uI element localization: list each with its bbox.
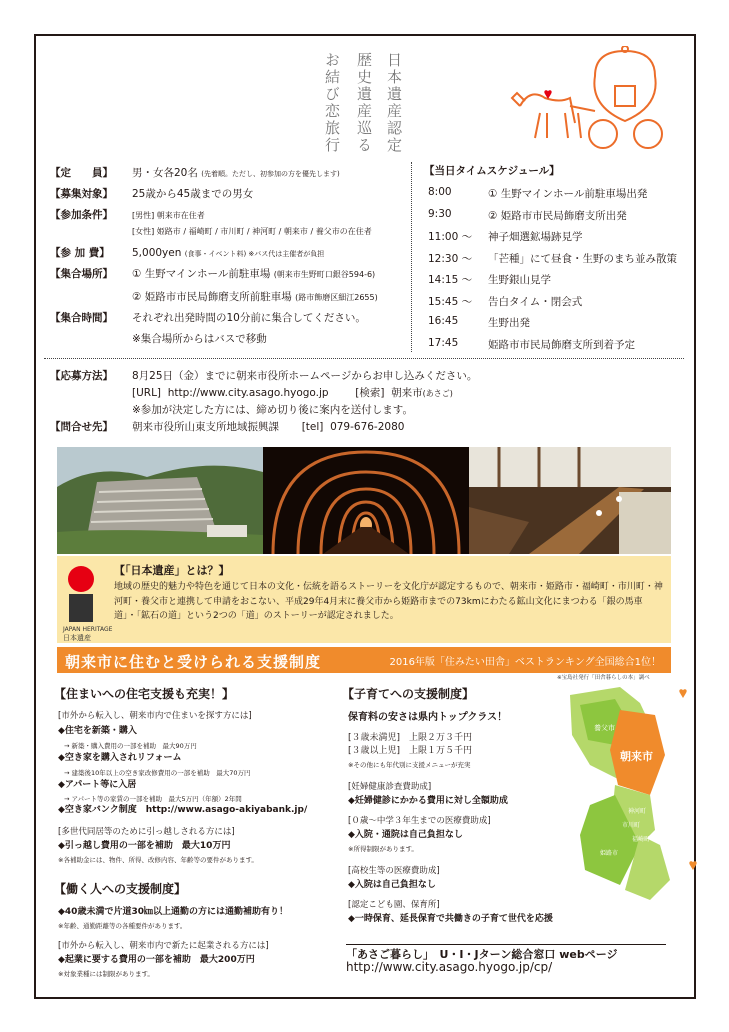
carriage-illustration bbox=[500, 46, 670, 156]
work-item-2-note: ※対象業種には制限があります。 bbox=[58, 970, 154, 978]
place-1-note: (朝来市生野町口銀谷594-6) bbox=[273, 270, 376, 279]
conditions-female: [女性] 姫路市 / 福崎町 / 市川町 / 神河町 / 朝来市 / 養父市の在住者 bbox=[132, 227, 372, 236]
place-label: 【集合場所】 bbox=[50, 268, 113, 280]
target-label: 【募集対象】 bbox=[50, 188, 113, 200]
heritage-box bbox=[57, 556, 671, 643]
photo-mine-ruins bbox=[57, 447, 263, 554]
apply-line3: ※参加が決定した方には、締め切り後に案内を送付します。 bbox=[132, 404, 413, 416]
schedule-time: 15:45 ～ bbox=[428, 295, 473, 308]
housing-lead: [市外から転入し、朝来市内で住まいを探す方には] bbox=[58, 711, 252, 721]
banner-main: 朝来市に住むと受けられる支援制度 bbox=[65, 653, 322, 671]
housing-item-2: ◆空き家を購入されリフォーム bbox=[58, 753, 182, 763]
schedule-text: ② 姫路市市民局飾磨支所出発 bbox=[488, 209, 627, 222]
schedule-title: 【当日タイムスケジュール】 bbox=[424, 165, 560, 177]
child-h2: [０歳～中学３年生までの医療費助成] bbox=[348, 816, 491, 826]
capacity-note: (先着順。ただし、初参加の方を優先します) bbox=[201, 170, 340, 178]
child-h3: [高校生等の医療費助成] bbox=[348, 866, 440, 876]
place-2: ② 姫路市市民局飾磨支所前駐車場 bbox=[132, 291, 292, 303]
child-h2-note: ※所得制限があります。 bbox=[348, 845, 418, 853]
title-col-1: 日本遺産認定 bbox=[385, 52, 403, 154]
map-label-yabu: 養父市 bbox=[594, 724, 615, 732]
contact-value: 朝来市役所山東支所地域振興課 bbox=[132, 421, 279, 433]
fee-note: (食事・イベント料) ※バス代は主催者が負担 bbox=[184, 250, 325, 258]
child-h4-item: ◆一時保育、延長保育で共働きの子育て世代を応援 bbox=[348, 914, 553, 924]
child-fee-2: [３歳以上児] 上限１万５千円 bbox=[348, 746, 473, 756]
work-item-1: ◆40歳未満で片道30㎞以上通勤の方には通勤補助有り！ bbox=[58, 907, 288, 917]
banner-ranking: 2016年版「住みたい田舎」ベストランキング全国総合1位！ bbox=[389, 657, 661, 668]
child-fee-1: [３歳未満児] 上限２万３千円 bbox=[348, 733, 473, 743]
child-lead: 保育料の安さは県内トップクラス！ bbox=[348, 712, 508, 723]
schedule-time: 14:15 ～ bbox=[428, 274, 473, 286]
housing-item-3: ◆アパート等に入居 bbox=[58, 780, 137, 790]
banner-note: ※宝島社発行「田舎暮らしの本」調べ bbox=[557, 675, 650, 681]
support-banner bbox=[57, 647, 671, 673]
housing-item-5-note: ※各補助金には、物件、所得、改修内容、年齢等の要件があります。 bbox=[58, 856, 258, 864]
tel-value: 079-676-2080 bbox=[330, 421, 405, 433]
apply-url-row bbox=[132, 386, 453, 401]
work-item-1-note: ※年齢、通勤距離等の各種要件があります。 bbox=[58, 922, 187, 930]
place-2-row bbox=[132, 290, 378, 305]
schedule-time: 11:00 ～ bbox=[428, 231, 473, 243]
heritage-sun-icon bbox=[68, 566, 94, 592]
work-item-2: ◆起業に要する費用の一部を補助 最大200万円 bbox=[58, 955, 255, 965]
schedule-time: 12:30 ～ bbox=[428, 252, 473, 265]
fee-row bbox=[50, 246, 324, 261]
map-label-fukusaki: 福崎町 bbox=[632, 836, 651, 843]
schedule-text: 告白タイム・閉会式 bbox=[488, 295, 583, 308]
place-row bbox=[50, 267, 375, 282]
footer-url[interactable]: http://www.city.asago.hyogo.jp/cp/ bbox=[346, 960, 553, 974]
divider-1 bbox=[44, 358, 684, 359]
schedule-text: ① 生野マインホール前駐車場出発 bbox=[488, 188, 648, 200]
work-lead: [市外から転入し、朝来市内で新たに起業される方には] bbox=[58, 941, 269, 951]
housing-item-2-note: → 建築後10年以上の空き家改修費用の一部を補助 最大70万円 bbox=[64, 769, 251, 777]
schedule-text: 神子畑選鉱場跡見学 bbox=[488, 231, 583, 243]
conditions-label: 【参加条件】 bbox=[50, 209, 113, 221]
url-label: [URL] bbox=[132, 387, 162, 399]
housing-item-1: ◆住宅を新築・購入 bbox=[58, 726, 137, 736]
schedule-time: 16:45 bbox=[428, 315, 459, 327]
capacity-label: 【定 員】 bbox=[50, 167, 113, 179]
fee-value: 5,000yen bbox=[132, 247, 182, 259]
time-note: ※集合場所からはバスで移動 bbox=[132, 333, 267, 345]
place-2-note: (路市飾磨区細江2655) bbox=[295, 293, 378, 302]
apply-line1: 8月25日（金）までに朝来市役所ホームページからお申し込みください。 bbox=[132, 370, 478, 382]
region-map bbox=[560, 685, 700, 905]
housing-title: 【住まいへの住宅支援も充実！】 bbox=[54, 687, 235, 701]
apply-row bbox=[50, 369, 477, 383]
map-label-asago: 朝来市 bbox=[620, 750, 653, 763]
heritage-title: 【「日本遺産」とは？】 bbox=[114, 564, 230, 577]
housing-item-1-note: → 新築・購入費用の一部を補助 最大90万円 bbox=[64, 742, 197, 750]
photo-mine-tunnel bbox=[263, 447, 469, 554]
child-h1-item: ◆妊婦健診にかかる費用に対し全額助成 bbox=[348, 796, 508, 806]
schedule-text: 生野出発 bbox=[488, 317, 530, 329]
time-row bbox=[50, 311, 366, 325]
place-1: ① 生野マインホール前駐車場 bbox=[132, 268, 271, 280]
housing-lead-2: [多世代同居等のために引っ越しされる方には] bbox=[58, 827, 235, 837]
capacity-value: 男・女各20名 bbox=[132, 167, 198, 179]
apply-url[interactable]: http://www.city.asago.hyogo.jp bbox=[167, 387, 329, 399]
child-h2-item: ◆入院・通院は自己負担なし bbox=[348, 830, 463, 840]
child-fee-note: ※その他にも年代別に支援メニューが充実 bbox=[348, 761, 471, 769]
map-label-kamikawa: 神河町 bbox=[628, 808, 647, 815]
child-h1: [妊婦健康診査費助成] bbox=[348, 782, 432, 792]
title-col-3: お結び恋旅行 bbox=[323, 52, 341, 154]
target-row bbox=[50, 187, 253, 201]
schedule-time: 9:30 bbox=[428, 207, 452, 220]
schedule-time: 8:00 bbox=[428, 186, 452, 198]
heritage-text: 地域の歴史的魅力や特色を通じて日本の文化・伝統を語るストーリーを文化庁が認定するもので、朝来市・姫路市・福崎町・市川町・神河町・養父市と連携して申請をおこない、平成29年4月末に養父市から姫路市までの73kmにわたる鉱山文化にまつわる「銀の馬車道」・「鉱石の道」という2つの「道」のストーリーが認定されました。 bbox=[114, 582, 663, 621]
target-value: 25歳から45歳までの男女 bbox=[132, 188, 254, 200]
contact-row bbox=[50, 420, 404, 434]
tel-label: [tel] bbox=[301, 421, 324, 433]
conditions-male: [男性] 朝来市在住者 bbox=[132, 211, 205, 220]
child-title: 【子育てへの支援制度】 bbox=[342, 687, 475, 701]
housing-item-5: ◆引っ越し費用の一部を補助 最大10万円 bbox=[58, 841, 231, 851]
title-col-2: 歴史遺産巡る bbox=[355, 52, 373, 154]
footer-title: 「あさご暮らし」 U・I・Jターン総合窓口 webページ bbox=[346, 948, 618, 961]
child-h3-item: ◆入院は自己負担なし bbox=[348, 880, 436, 890]
fee-label: 【参 加 費】 bbox=[50, 247, 110, 259]
search-reading: (あさご) bbox=[422, 389, 453, 398]
time-value: それぞれ出発時間の10分前に集合してください。 bbox=[132, 312, 366, 324]
schedule-text: 姫路市市民局飾磨支所到着予定 bbox=[488, 338, 635, 351]
contact-label: 【問合せ先】 bbox=[50, 421, 113, 433]
map-label-ichikawa: 市川町 bbox=[622, 822, 641, 829]
photo-restaurant bbox=[469, 447, 671, 554]
schedule-text: 「芒種」にて昼食・生野のまち並み散策 bbox=[488, 252, 677, 265]
housing-item-3-note: → アパート等の家賃の一部を補助 最大5万円（年額）2年間 bbox=[64, 795, 242, 803]
footer-divider bbox=[346, 944, 666, 945]
search-label: [検索] bbox=[355, 387, 385, 399]
child-h4: [認定こども園、保育所] bbox=[348, 900, 440, 910]
apply-label: 【応募方法】 bbox=[50, 370, 113, 382]
conditions-row bbox=[50, 208, 205, 223]
search-keyword: 朝来市 bbox=[391, 387, 423, 399]
heritage-logo-icon bbox=[69, 594, 93, 622]
schedule-divider bbox=[411, 162, 412, 352]
map-label-himeji: 姫路市 bbox=[600, 850, 619, 857]
schedule-time: 17:45 bbox=[428, 336, 459, 349]
schedule-text: 生野銀山見学 bbox=[488, 274, 551, 286]
housing-item-4: ◆空き家バンク制度 http://www.asago-akiyabank.jp/ bbox=[58, 805, 308, 815]
time-label: 【集合時間】 bbox=[50, 312, 113, 324]
capacity-row bbox=[50, 166, 340, 181]
work-title: 【働く人への支援制度】 bbox=[54, 882, 187, 896]
heritage-logo-text: JAPAN HERITAGE 日本遺産 bbox=[63, 626, 113, 642]
